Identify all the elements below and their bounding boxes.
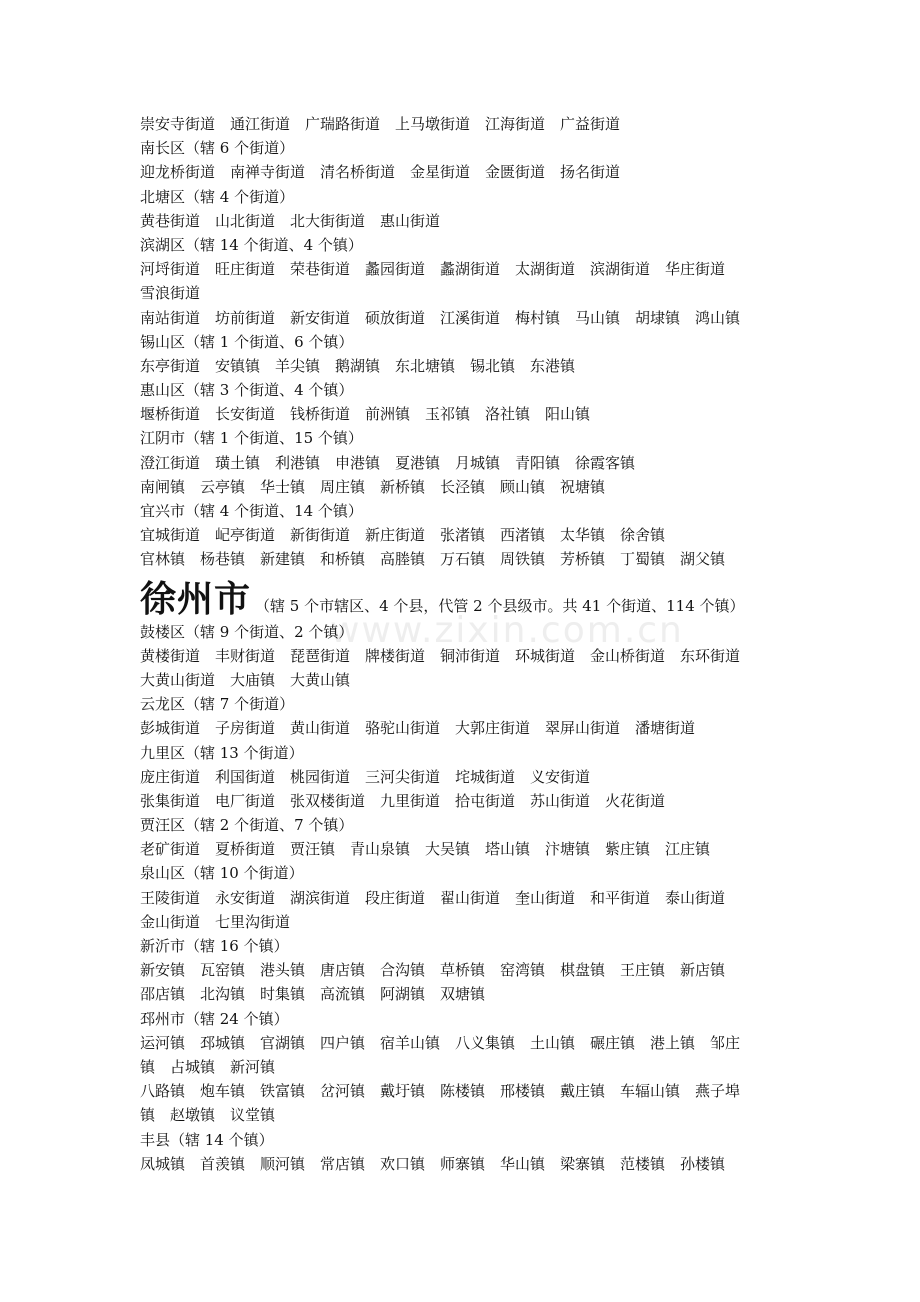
list-item: 运河镇 邳城镇 官湖镇 四户镇 宿羊山镇 八义集镇 土山镇 碾庄镇 港上镇 邹庄	[140, 1033, 741, 1052]
list-item: 崇安寺街道 通江街道 广瑞路街道 上马墩街道 江海街道 广益街道	[140, 115, 621, 133]
district-heading: 九里区（辖 13 个街道）	[140, 743, 304, 762]
district-heading: 惠山区（辖 3 个街道、4 个镇）	[140, 381, 354, 400]
district-heading: 云龙区（辖 7 个街道）	[140, 695, 295, 714]
list-item: 河埒街道 旺庄街道 荣巷街道 蠡园街道 蠡湖街道 太湖街道 滨湖街道 华庄街道	[140, 260, 726, 279]
list-item: 王陵街道 永安街道 湖滨街道 段庄街道 翟山街道 奎山街道 和平街道 泰山街道	[140, 888, 726, 907]
district-heading: 北塘区（辖 4 个街道）	[140, 187, 295, 206]
district-heading: 泉山区（辖 10 个街道）	[140, 864, 304, 883]
list-item: 彭城街道 子房街道 黄山街道 骆驼山街道 大郭庄街道 翠屏山街道 潘塘街道	[140, 719, 696, 738]
district-heading: 邳州市（辖 24 个镇）	[140, 1009, 289, 1028]
city-heading	[140, 574, 800, 620]
list-item: 堰桥街道 长安街道 钱桥街道 前洲镇 玉祁镇 洛社镇 阳山镇	[140, 405, 591, 424]
list-item: 镇 赵墩镇 议堂镇	[140, 1106, 276, 1125]
city-note: （辖 5 个市辖区、4 个县，代管 2 个县级市。共 41 个街道、114 个镇）	[255, 596, 745, 615]
district-heading: 丰县（辖 14 个镇）	[140, 1130, 274, 1149]
list-item: 张集街道 电厂街道 张双楼街道 九里街道 拾屯街道 苏山街道 火花街道	[140, 791, 666, 810]
list-item: 宜城街道 屺亭街道 新街街道 新庄街道 张渚镇 西渚镇 太华镇 徐舍镇	[140, 526, 666, 545]
list-item: 雪浪街道	[140, 284, 201, 303]
list-item: 迎龙桥街道 南禅寺街道 清名桥街道 金星街道 金匮街道 扬名街道	[140, 163, 621, 182]
district-heading: 新沂市（辖 16 个镇）	[140, 937, 289, 955]
district-heading: 锡山区（辖 1 个街道、6 个镇）	[140, 332, 354, 351]
list-item: 黄楼街道 丰财街道 琵琶街道 牌楼街道 铜沛街道 环城街道 金山桥街道 东环街道	[140, 646, 741, 665]
list-item: 官林镇 杨巷镇 新建镇 和桥镇 高塍镇 万石镇 周铁镇 芳桥镇 丁蜀镇 湖父镇	[140, 550, 726, 569]
list-item: 老矿街道 夏桥街道 贾汪镇 青山泉镇 大吴镇 塔山镇 汴塘镇 紫庄镇 江庄镇	[140, 840, 711, 859]
city-name: 徐州市	[140, 578, 252, 620]
district-heading: 滨湖区（辖 14 个街道、4 个镇）	[140, 235, 363, 254]
list-item: 庞庄街道 利国街道 桃园街道 三河尖街道 垞城街道 义安街道	[140, 767, 591, 786]
district-heading: 鼓楼区（辖 9 个街道、2 个镇）	[140, 622, 354, 641]
list-item: 南站街道 坊前街道 新安街道 硕放街道 江溪街道 梅村镇 马山镇 胡埭镇 鸿山镇	[140, 308, 741, 327]
district-heading: 宜兴市（辖 4 个街道、14 个镇）	[140, 502, 363, 520]
list-item: 新安镇 瓦窑镇 港头镇 唐店镇 合沟镇 草桥镇 窑湾镇 棋盘镇 王庄镇 新店镇	[140, 961, 726, 980]
watermark-text: www.zixin.com.cn	[330, 610, 684, 651]
list-item: 东亭街道 安镇镇 羊尖镇 鹅湖镇 东北塘镇 锡北镇 东港镇	[140, 356, 576, 375]
list-item: 八路镇 炮车镇 铁富镇 岔河镇 戴圩镇 陈楼镇 邢楼镇 戴庄镇 车辐山镇 燕子埠	[140, 1082, 741, 1101]
list-item: 镇 占城镇 新河镇	[140, 1057, 276, 1076]
list-item: 南闸镇 云亭镇 华士镇 周庄镇 新桥镇 长泾镇 顾山镇 祝塘镇	[140, 477, 606, 496]
list-item: 邵店镇 北沟镇 时集镇 高流镇 阿湖镇 双塘镇	[140, 985, 486, 1004]
document-body	[140, 112, 800, 1176]
district-heading: 南长区（辖 6 个街道）	[140, 139, 295, 158]
district-heading: 贾汪区（辖 2 个街道、7 个镇）	[140, 816, 354, 835]
list-item: 澄江街道 璜土镇 利港镇 申港镇 夏港镇 月城镇 青阳镇 徐霞客镇	[140, 453, 636, 472]
list-item: 金山街道 七里沟街道	[140, 912, 291, 931]
list-item: 凤城镇 首羡镇 顺河镇 常店镇 欢口镇 师寨镇 华山镇 梁寨镇 范楼镇 孙楼镇	[140, 1154, 726, 1173]
list-item: 大黄山街道 大庙镇 大黄山镇	[140, 670, 351, 689]
district-heading: 江阴市（辖 1 个街道、15 个镇）	[140, 429, 363, 448]
list-item: 黄巷街道 山北街道 北大街街道 惠山街道	[140, 211, 441, 230]
